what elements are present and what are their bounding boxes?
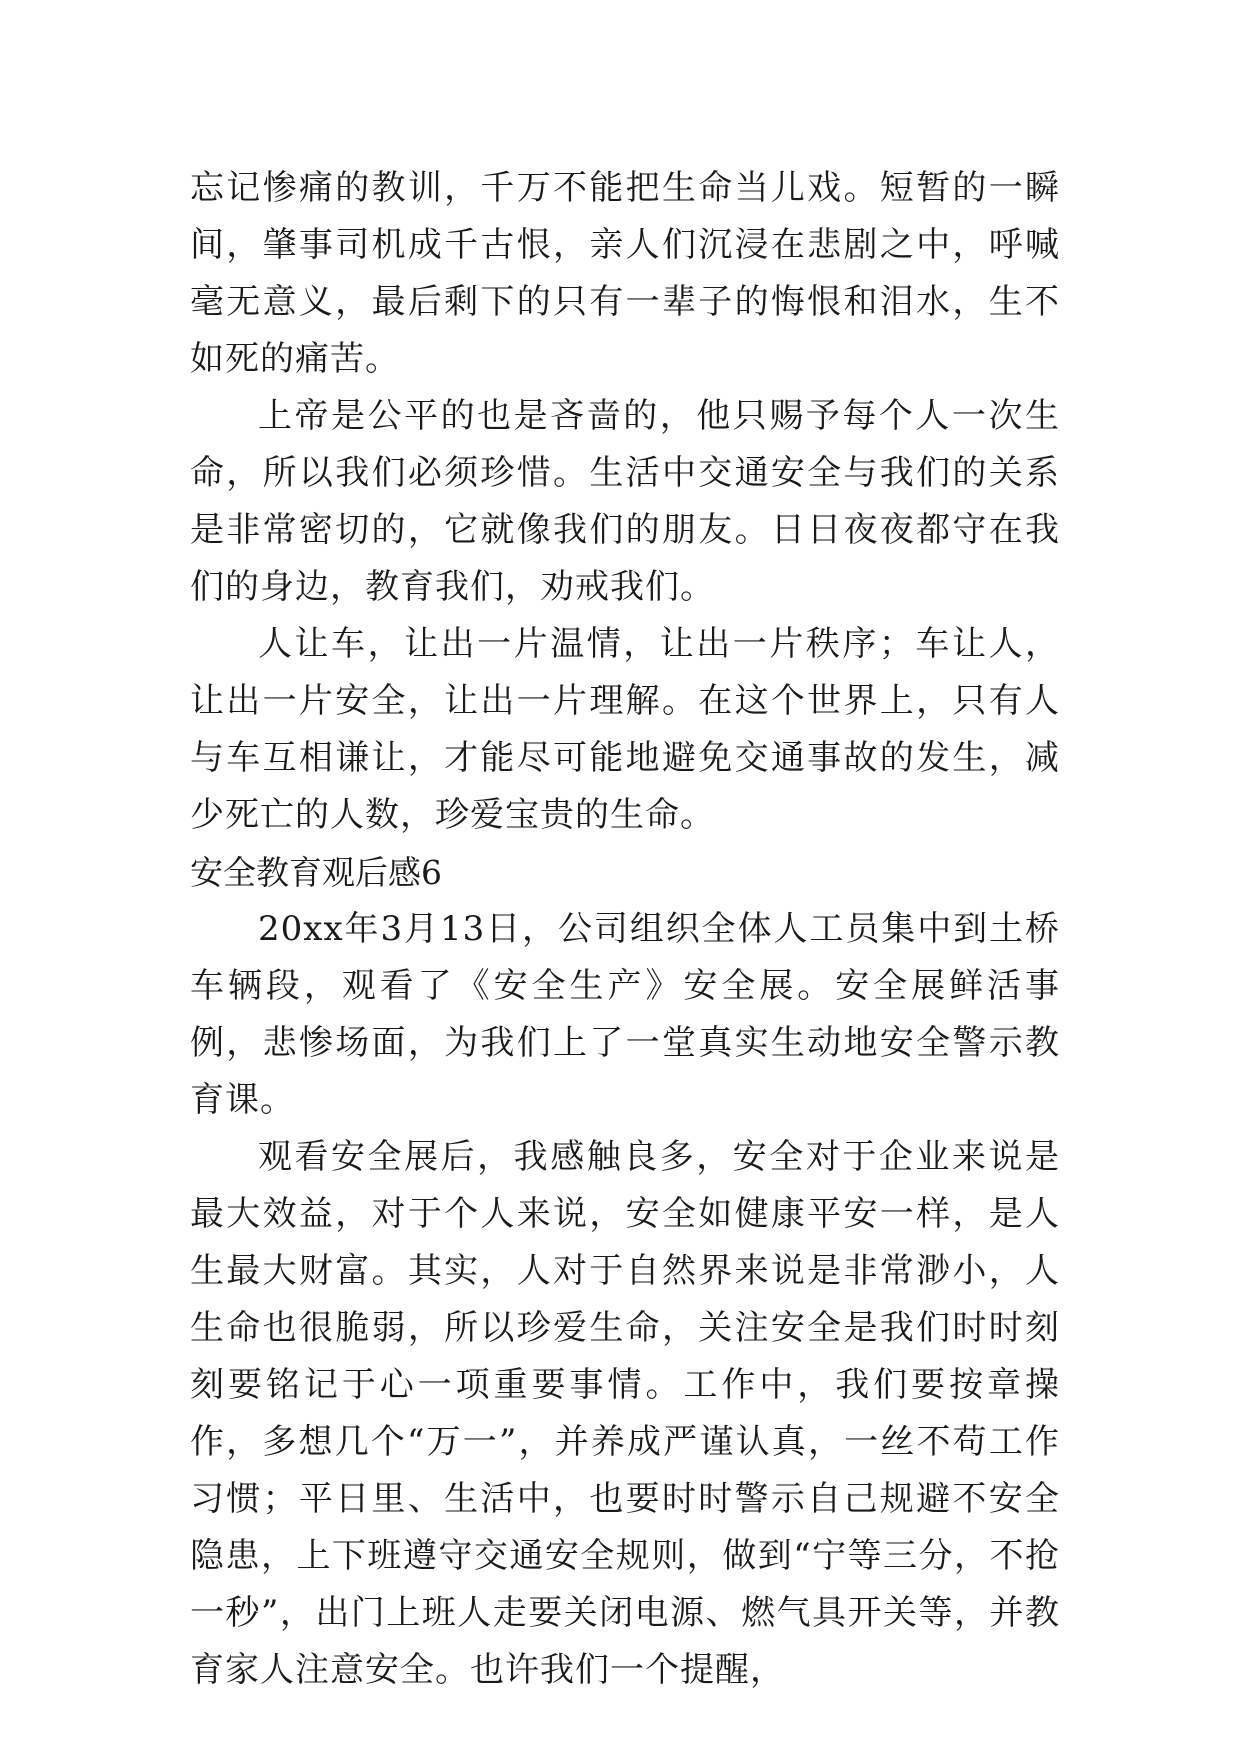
paragraph: 观看安全展后，我感触良多，安全对于企业来说是最大效益，对于个人来说，安全如健康平安一样，是人生最大财富。其实，人对于自然界来说是非常渺小，人生命也很脆弱，所以珍爱生命，关注安全是我们时时刻刻要铭记于心一项重要事情。工作中，我们要按章操作，多想几个“万一”，并养成严谨认真，一丝不苟工作习惯；平日里、生活中，也要时时警示自己规避不安全隐患，上下班遵守交通安全规则，做到“宁等三分，不抢一秒”，出门上班人走要关闭电源、燃气具开关等，并教育家人注意安全。也许我们一个提醒， [190, 1137, 1060, 1690]
document-body [190, 160, 1060, 1699]
section-heading: 安全教育观后感6 [190, 853, 442, 892]
paragraph: 人让车，让出一片温情，让出一片秩序；车让人，让出一片安全，让出一片理解。在这个世界上，只有人与车互相谦让，才能尽可能地避免交通事故的发生，减少死亡的人数，珍爱宝贵的生命。 [190, 624, 1060, 835]
paragraph: 上帝是公平的也是吝啬的，他只赐予每个人一次生命，所以我们必须珍惜。生活中交通安全与我们的关系是非常密切的，它就像我们的朋友。日日夜夜都守在我们的身边，教育我们，劝戒我们。 [190, 396, 1060, 607]
paragraph-continued: 忘记惨痛的教训，千万不能把生命当儿戏。短暂的一瞬间，肇事司机成千古恨，亲人们沉浸在悲剧之中，呼喊毫无意义，最后剩下的只有一辈子的悔恨和泪水，生不如死的痛苦。 [190, 168, 1060, 379]
paragraph: 20xx年3月13日，公司组织全体人工员集中到土桥车辆段，观看了《安全生产》安全展。安全展鲜活事例，悲惨场面，为我们上了一堂真实生动地安全警示教育课。 [190, 909, 1060, 1120]
